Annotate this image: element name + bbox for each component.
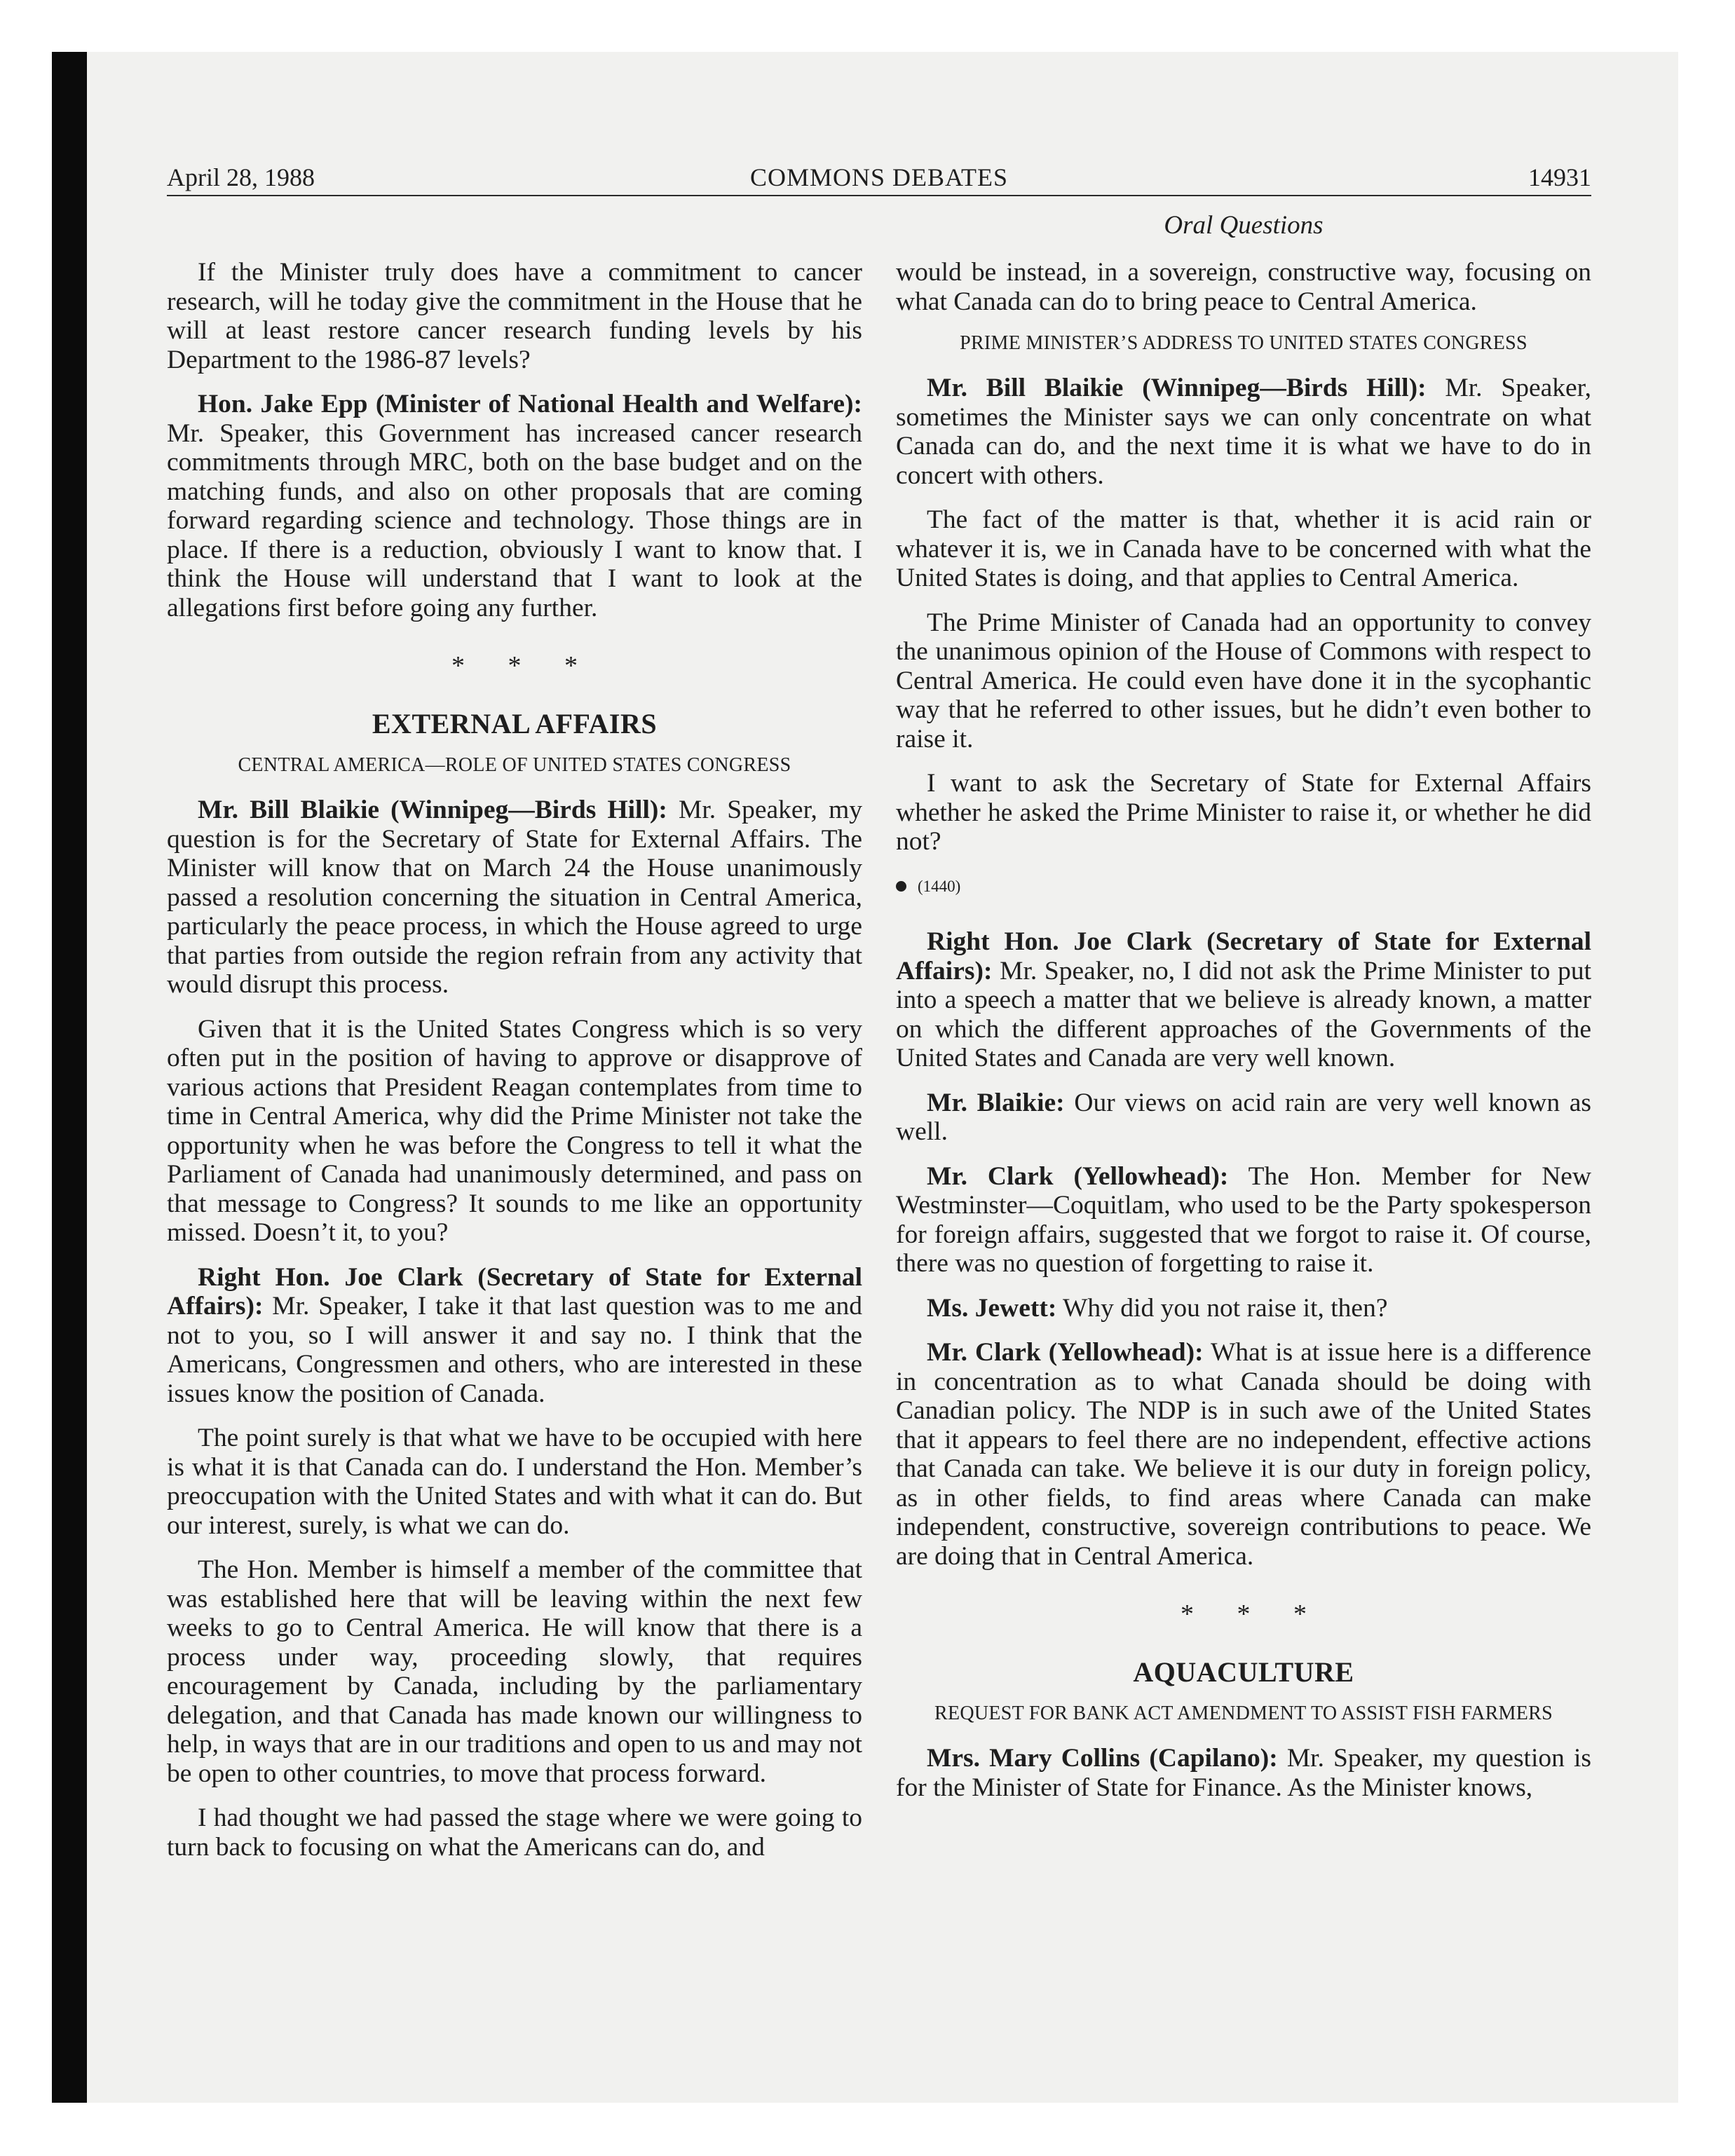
header-date: April 28, 1988: [167, 163, 315, 191]
header-title: COMMONS DEBATES: [749, 163, 1009, 191]
subsection-heading: PRIME MINISTER’S ADDRESS TO UNITED STATES CONGRESS: [960, 332, 1528, 354]
speaker-name: Hon. Jake Epp (Minister of National Health and Welfare):: [198, 390, 862, 418]
header-page-number: 14931: [1528, 163, 1591, 191]
speech-text: Mr. Speaker, my question is for the Secretary of State for External Affairs. The Minister will know that on March 24 the House unanimously passed a resolution concerning the situation in Central America, particularly the peace process, in which the House agreed to urge that parties from outside the region refrain from any activity that would disrupt this process.: [167, 796, 862, 999]
speech-text: Mr. Speaker, I take it that last question was to me and not to you, so I will answer it and say no. I think that the Americans, Congressmen and others, who are interested in these issues know the position of Canada.: [167, 1292, 862, 1408]
section-heading: AQUACULTURE: [1133, 1656, 1354, 1688]
speaker-name: Mr. Bill Blaikie (Winnipeg—Birds Hill):: [198, 796, 667, 824]
paragraph: The Hon. Member is himself a member of the committee that was established here that will be leaving within the next few weeks to go to Central America. He will know that there is a process under way, proceeding slowly, that requires encouragement by Canada, including by the parliamentary delegation, and that Canada has made known our willingness to help, in ways that are in our traditions and open to us and may not be open to other countries, to move that process forward.: [167, 1555, 862, 1788]
speaker-name: Mr. Clark (Yellowhead):: [927, 1338, 1204, 1367]
speaker-name: Mr. Clark (Yellowhead):: [927, 1161, 1229, 1191]
paragraph: [896, 1089, 1591, 1147]
running-head: [167, 161, 1591, 196]
paragraph: The point surely is that what we have to be occupied with here is what it is that Canada can do. I understand the Hon. Member’s preoccupation with the United States and with what it can do. But our interest, surely, is what we can do.: [167, 1424, 862, 1540]
speaker-name: Mrs. Mary Collins (Capilano):: [927, 1744, 1278, 1773]
paragraph: [167, 1263, 862, 1409]
speech-text: The Hon. Member for New Westminster—Coquitlam, who used to be the Party spokesperson for foreign affairs, suggested that we forgot to raise it. Of course, there was no question of forgetting to raise it.: [896, 1161, 1592, 1278]
paragraph: [896, 1338, 1591, 1571]
paragraph: [167, 796, 862, 999]
binding-edge: [52, 52, 87, 2103]
section-separator: * * *: [1181, 1599, 1325, 1629]
speaker-name: Right Hon. Joe Clark (Secretary of State for External Affairs):: [896, 927, 1591, 985]
speech-text: Mr. Speaker, sometimes the Minister says we can only concentrate on what Canada can do, and the next time it is what we have to do in concert with others.: [896, 374, 1592, 490]
right-column: [896, 258, 1591, 1817]
bullet-icon: [896, 881, 906, 892]
speech-text: Our views on acid rain are very well known as well.: [896, 1088, 1592, 1146]
paragraph: [896, 927, 1591, 1073]
section-label: Oral Questions: [1164, 211, 1324, 240]
section-separator: * * *: [451, 651, 596, 681]
paragraph: [167, 390, 862, 622]
speaker-name: Ms. Jewett:: [927, 1293, 1057, 1323]
paragraph: [896, 374, 1591, 490]
speaker-name: Mr. Bill Blaikie (Winnipeg—Birds Hill):: [927, 374, 1427, 402]
speech-text: Mr. Speaker, no, I did not ask the Prime Minister to put into a speech a matter that we believe is already known, a matter on which the different approaches of the Governments of the United States and Canada are very well known.: [896, 956, 1591, 1072]
speaker-name: Right Hon. Joe Clark (Secretary of State for External Affairs):: [167, 1262, 862, 1321]
paragraph: The Prime Minister of Canada had an opportunity to convey the unanimous opinion of the House of Commons with respect to Central America. He could even have done it in the sycophantic way that he referred to other issues, but he didn’t even bother to raise it.: [896, 608, 1591, 753]
paragraph-continued: would be instead, in a sovereign, constructive way, focusing on what Canada can do to bring peace to Central America.: [896, 258, 1591, 316]
speech-text: Mr. Speaker, this Government has increased cancer research commitments through MRC, both on the base budget and on the matching funds, and also on other proposals that are coming forward regarding science and technology. Those things are in place. If there is a reduction, obviously I want to know that. I think the House will understand that I want to look at the allegations first before going any further.: [167, 418, 862, 622]
speech-text: Why did you not raise it, then?: [1056, 1293, 1388, 1323]
left-column: [167, 258, 862, 1877]
subsection-heading: REQUEST FOR BANK ACT AMENDMENT TO ASSIST FISH FARMERS: [934, 1703, 1553, 1724]
paragraph: If the Minister truly does have a commitment to cancer research, will he today give the commitment in the House that he will at least restore cancer research funding levels by his Department to the 1986-87 levels?: [167, 258, 862, 374]
speech-text: What is at issue here is a difference in concentration as to what Canada should be doing with Canadian policy. The NDP is in such awe of the United States that it appears to feel there are no independent, effective actions that Canada can take. We believe it is our duty in foreign policy, as in other fields, to find areas where Canada can make independent, constructive, sovereign contributions to peace. We are doing that in Central America.: [896, 1338, 1591, 1571]
paragraph: The fact of the matter is that, whether it is acid rain or whatever it is, we in Canada have to be concerned with what the United States is doing, and that applies to Central America.: [896, 505, 1591, 592]
speech-text: Mr. Speaker, my question is for the Minister of State for Finance. As the Minister knows,: [896, 1744, 1591, 1802]
section-heading: EXTERNAL AFFAIRS: [372, 707, 658, 739]
paragraph: [896, 1744, 1591, 1802]
speaker-name: Mr. Blaikie:: [927, 1088, 1065, 1117]
paragraph: Given that it is the United States Congress which is so very often put in the position of having to approve or disapprove of various actions that President Reagan contemplates from time to time in Central America, why did the Prime Minister not take the opportunity when he was before the Congress to tell it what the Parliament of Canada had unanimously determined, and pass on that message to Congress? It sounds to me like an opportunity missed. Doesn’t it, to you?: [167, 1014, 862, 1247]
time-marker: [896, 872, 1591, 901]
paragraph: [896, 1162, 1591, 1278]
subsection-heading: CENTRAL AMERICA—ROLE OF UNITED STATES CONGRESS: [238, 754, 791, 776]
paragraph: I want to ask the Secretary of State for External Affairs whether he asked the Prime Minister to raise it, or whether he did not?: [896, 769, 1591, 856]
paragraph: I had thought we had passed the stage where we were going to turn back to focusing on what the Americans can do, and: [167, 1803, 862, 1862]
time-marker-text: (1440): [918, 877, 961, 895]
paragraph: [896, 1294, 1591, 1323]
